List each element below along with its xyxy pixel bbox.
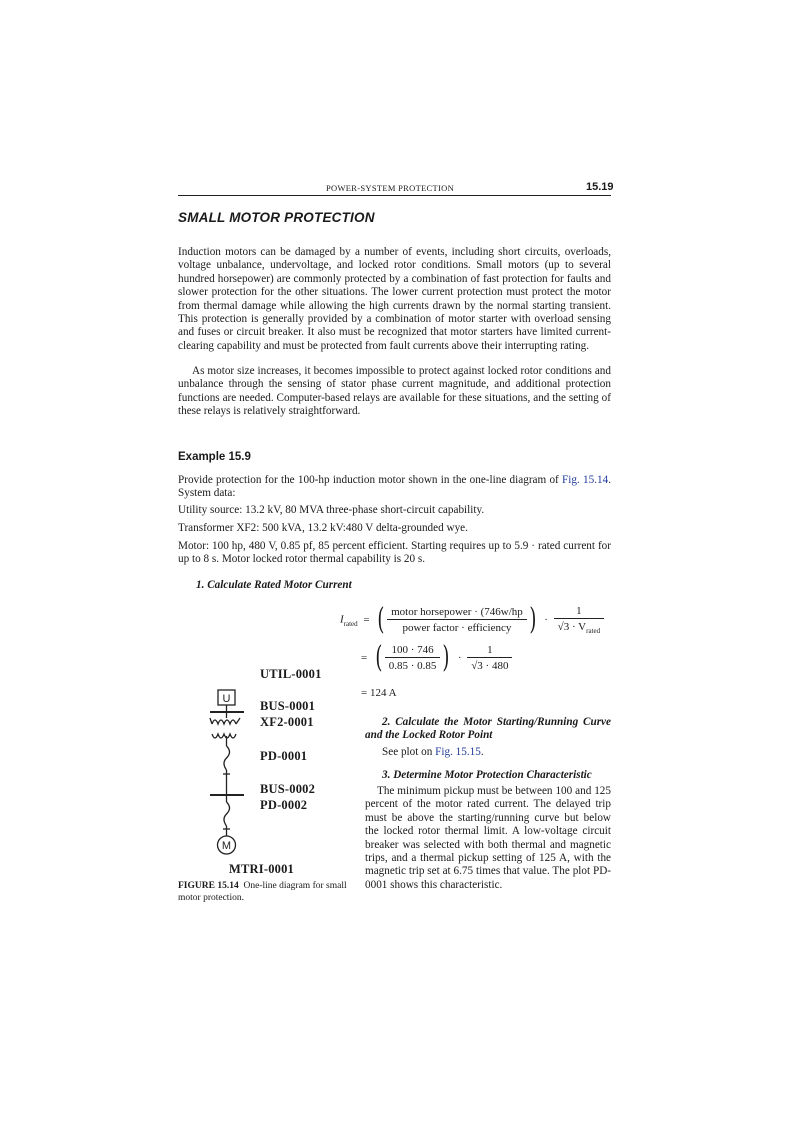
- problem-statement: [178, 474, 611, 501]
- label-bus-0001: BUS-0001: [260, 699, 316, 713]
- equation-result: = 124 A: [361, 687, 397, 699]
- eq2-dot: ·: [457, 651, 462, 664]
- motor-data: Motor: 100 hp, 480 V, 0.85 pf, 85 percent efficient. Starting requires up to 5.9 · rated current for up to 8 s. Motor locked rotor thermal capability is 20 s.: [178, 540, 611, 566]
- eq2-fraction-1: [385, 644, 441, 672]
- eq-numerator-1: motor horsepower · (746w/hp: [387, 606, 527, 620]
- step-2-suffix: .: [480, 746, 484, 758]
- eq-denominator-2: [554, 619, 604, 635]
- example-title: Example 15.9: [178, 451, 251, 463]
- header-rule: [178, 195, 611, 196]
- eq-lhs-variable: I: [340, 613, 344, 626]
- eq2-fraction-2: [467, 644, 512, 672]
- body-paragraph-2: As motor size increases, it becomes impossible to protect against locked rotor conditions and unbalance through the sensing of stator phase current magnitude, and additional protection functions are needed. Computer-based relays are available for these situations, and the setting of these relays is relatively straightforward.: [178, 365, 611, 418]
- body-paragraph-1: Induction motors can be damaged by a number of events, including short circuits, overloads, voltage unbalance, undervoltage, and locked rotor conditions. Small motors (up to several hundred horsepower) are commonly protected by a combination of fast protection for faults and slower protection for the other situations. The lower current protection must protect the motor from thermal damage while allowing the high currents drawn by the normal starting transient. This protection is generally provided by a combination of motor starter with overload sensing and fuses or circuit breaker. It also must be recognized that motor starters have limited current-clearing capability and must be protected from fault currents above their interrupting rating.: [178, 246, 611, 352]
- motor-symbol: M: [221, 840, 232, 852]
- source-symbol: U: [222, 693, 231, 705]
- one-line-diagram: [196, 664, 346, 879]
- eq2-one: 1: [467, 644, 512, 658]
- problem-suffix: . System data:: [178, 474, 611, 500]
- diagram-drawing: [196, 664, 346, 879]
- equation-substitution: = ( $\frac{100 \cdot 746}{0.85 \cdot 0.85}$ ) · $\frac{1}{√3 \cdot 480}$: [361, 644, 512, 672]
- page-number: 15.19: [586, 181, 614, 193]
- figure-caption-text: One-line diagram for small motor protection.: [178, 881, 347, 903]
- label-xf2-0001: XF2-0001: [260, 715, 314, 729]
- equation-rated-current: $I_{rated}$ = ( $\frac{\text{motor horsepower · (746w/hp}}{\text{power factor · efficiency}}$ ) · $\frac{1}{√3 \cdot V_{rated}}$: [340, 605, 604, 635]
- eq-sqrt3: √3: [557, 621, 570, 633]
- step-2-prefix: See plot on: [382, 746, 436, 758]
- eq-one: 1: [554, 605, 604, 619]
- utility-data: Utility source: 13.2 kV, 80 MVA three-phase short-circuit capability.: [178, 504, 485, 516]
- eq-equals: =: [363, 613, 370, 626]
- figure-link-15-15[interactable]: Fig. 15.15: [435, 746, 481, 758]
- eq-denominator-1: power factor · efficiency: [402, 622, 512, 635]
- eq-v-subscript: rated: [586, 627, 601, 636]
- problem-prefix: Provide protection for the 100-hp induction motor shown in the one-line diagram of: [178, 474, 563, 486]
- label-pd-0001: PD-0001: [260, 749, 308, 763]
- xf2-secondary-winding: [212, 734, 236, 738]
- pd-0001-breaker: [224, 746, 230, 770]
- pd-0002-breaker: [224, 802, 230, 826]
- label-util-0001: UTIL-0001: [260, 667, 322, 681]
- eq2-equals: =: [361, 651, 368, 664]
- xf2-primary-winding: [212, 720, 236, 724]
- eq-dot: ·: [544, 613, 548, 626]
- transformer-data: Transformer XF2: 500 kVA, 13.2 kV:480 V delta-grounded wye.: [178, 522, 468, 534]
- eq2-denominator: 0.85 · 0.85: [388, 660, 437, 672]
- label-bus-0002: BUS-0002: [260, 782, 316, 796]
- running-head: POWER-SYSTEM PROTECTION: [326, 183, 455, 193]
- label-mtri-0001: MTRI-0001: [229, 862, 294, 876]
- eq2-numerator: 100 · 746: [385, 644, 441, 658]
- eq-lhs-subscript: rated: [343, 619, 358, 628]
- eq2-denominator-2: √3 · 480: [471, 660, 509, 672]
- label-pd-0002: PD-0002: [260, 798, 308, 812]
- step-2-heading: 2. Calculate the Motor Starting/Running Curve and the Locked Rotor Point: [365, 716, 611, 742]
- figure-caption-label: FIGURE 15.14: [178, 881, 239, 891]
- figure-caption: [178, 881, 350, 904]
- section-title: SMALL MOTOR PROTECTION: [178, 210, 375, 225]
- step-1-heading: 1. Calculate Rated Motor Current: [196, 579, 352, 591]
- step-3-text: The minimum pickup must be between 100 and 125 percent of the motor rated current. The delayed trip must be above the starting/running curve but below the locked rotor thermal limit. A low-voltage circuit breaker was selected with both thermal and magnetic trips, and a thermal pickup setting of 125 A, with the magnetic trip set at 6.75 times that value. The plot PD-0001 shows this characteristic.: [365, 785, 611, 891]
- step-2-text: [382, 746, 484, 758]
- eq-fraction-1: [387, 606, 527, 634]
- step-3-heading: 3. Determine Motor Protection Characteristic: [382, 769, 592, 781]
- eq-times-v: · V: [569, 621, 587, 633]
- eq-fraction-2: [554, 605, 604, 635]
- figure-link-15-14[interactable]: Fig. 15.14: [562, 474, 609, 486]
